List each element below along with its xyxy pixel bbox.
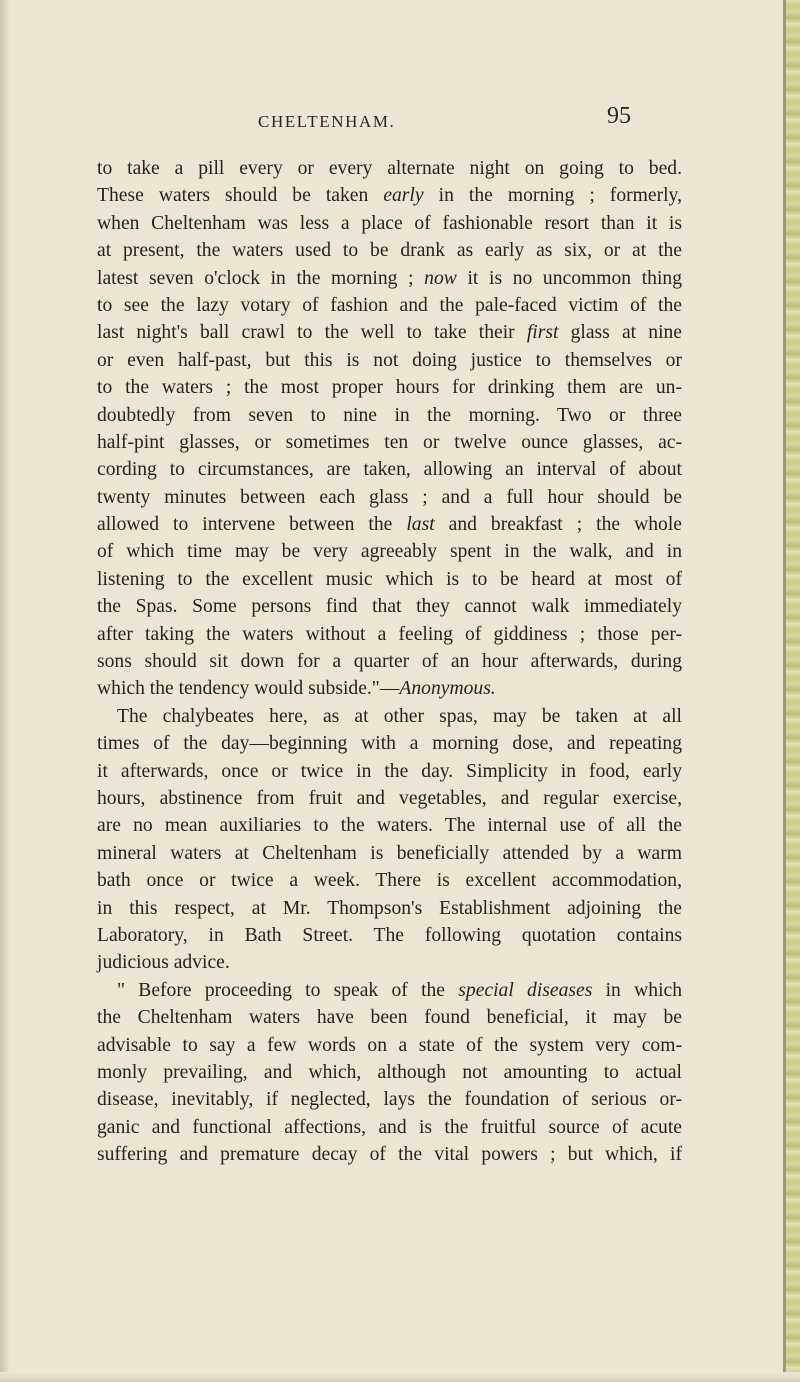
text-line: judicious advice. [97, 952, 230, 974]
text-line: last night's ball crawl to the well to take their first glass at nine [97, 322, 683, 344]
text-line: cording to circumstances, are taken, allowing an interval of about [97, 459, 682, 481]
text-line: sons should sit down for a quarter of an hour afterwards, during [97, 651, 682, 673]
page-number: 95 [607, 103, 631, 129]
text-line: to take a pill every or every alternate night on going to bed. [97, 158, 682, 179]
text-line: to see the lazy votary of fashion and the pale-faced victim of the [97, 294, 682, 316]
text-line: which the tendency would subside."—Anonymous. [97, 678, 496, 700]
text-line: after taking the waters without a feeling of giddiness ; those per- [97, 623, 682, 645]
gutter-shadow [0, 0, 10, 1382]
running-title: CHELTENHAM. [258, 112, 396, 131]
text-line: hours, abstinence from fruit and vegetables, and regular exercise, [97, 787, 682, 809]
text-line: are no mean auxiliaries to the waters. The internal use of all the [97, 815, 682, 837]
text-line: " Before proceeding to speak of the special diseases in which [117, 979, 682, 1001]
text-line: advisable to say a few words on a state of the system very com- [97, 1034, 682, 1056]
text-line: when Cheltenham was less a place of fashionable resort than it is [97, 212, 682, 234]
text-line: it afterwards, once or twice in the day. Simplicity in food, early [97, 760, 682, 782]
text-line: suffering and premature decay of the vital powers ; but which, if [97, 1144, 682, 1166]
text-line: latest seven o'clock in the morning ; now it is no uncommon thing [97, 267, 682, 289]
text-line: the Spas. Some persons find that they cannot walk immediately [97, 596, 682, 618]
text-line: monly prevailing, and which, although not amounting to actual [97, 1061, 682, 1083]
text-line: half-pint glasses, or sometimes ten or twelve ounce glasses, ac- [97, 431, 682, 453]
bottom-shadow [0, 1372, 800, 1382]
text-line: allowed to intervene between the last and breakfast ; the whole [97, 514, 682, 536]
text-line: mineral waters at Cheltenham is beneficially attended by a warm [97, 842, 682, 864]
text-line: bath once or twice a week. There is excellent accommodation, [97, 870, 682, 892]
text-line: disease, inevitably, if neglected, lays the foundation of serious or- [97, 1089, 682, 1111]
text-line: or even half-past, but this is not doing justice to themselves or [97, 349, 682, 371]
text-line: The chalybeates here, as at other spas, may be taken at all [117, 705, 682, 727]
text-line: Laboratory, in Bath Street. The following quotation contains [97, 924, 682, 946]
text-line: ganic and functional affections, and is the fruitful source of acute [97, 1116, 682, 1138]
text-line: of which time may be very agreeably spent in the walk, and in [97, 541, 682, 563]
text-line: in this respect, at Mr. Thompson's Establishment adjoining the [97, 897, 682, 919]
text-line: doubtedly from seven to nine in the morning. Two or three [97, 404, 682, 426]
text-line: to the waters ; the most proper hours for drinking them are un- [97, 377, 682, 399]
body-text [97, 155, 682, 1168]
text-line: times of the day—beginning with a morning dose, and repeating [97, 733, 682, 755]
text-line: twenty minutes between each glass ; and a full hour should be [97, 486, 682, 508]
text-line: at present, the waters used to be drank as early as six, or at the [97, 240, 682, 262]
text-line: listening to the excellent music which is to be heard at most of [97, 568, 682, 590]
text-line: the Cheltenham waters have been found beneficial, it may be [97, 1007, 682, 1029]
text-line: These waters should be taken early in the morning ; formerly, [97, 185, 682, 207]
page-edge-line [783, 0, 786, 1382]
page-edge [784, 0, 800, 1382]
